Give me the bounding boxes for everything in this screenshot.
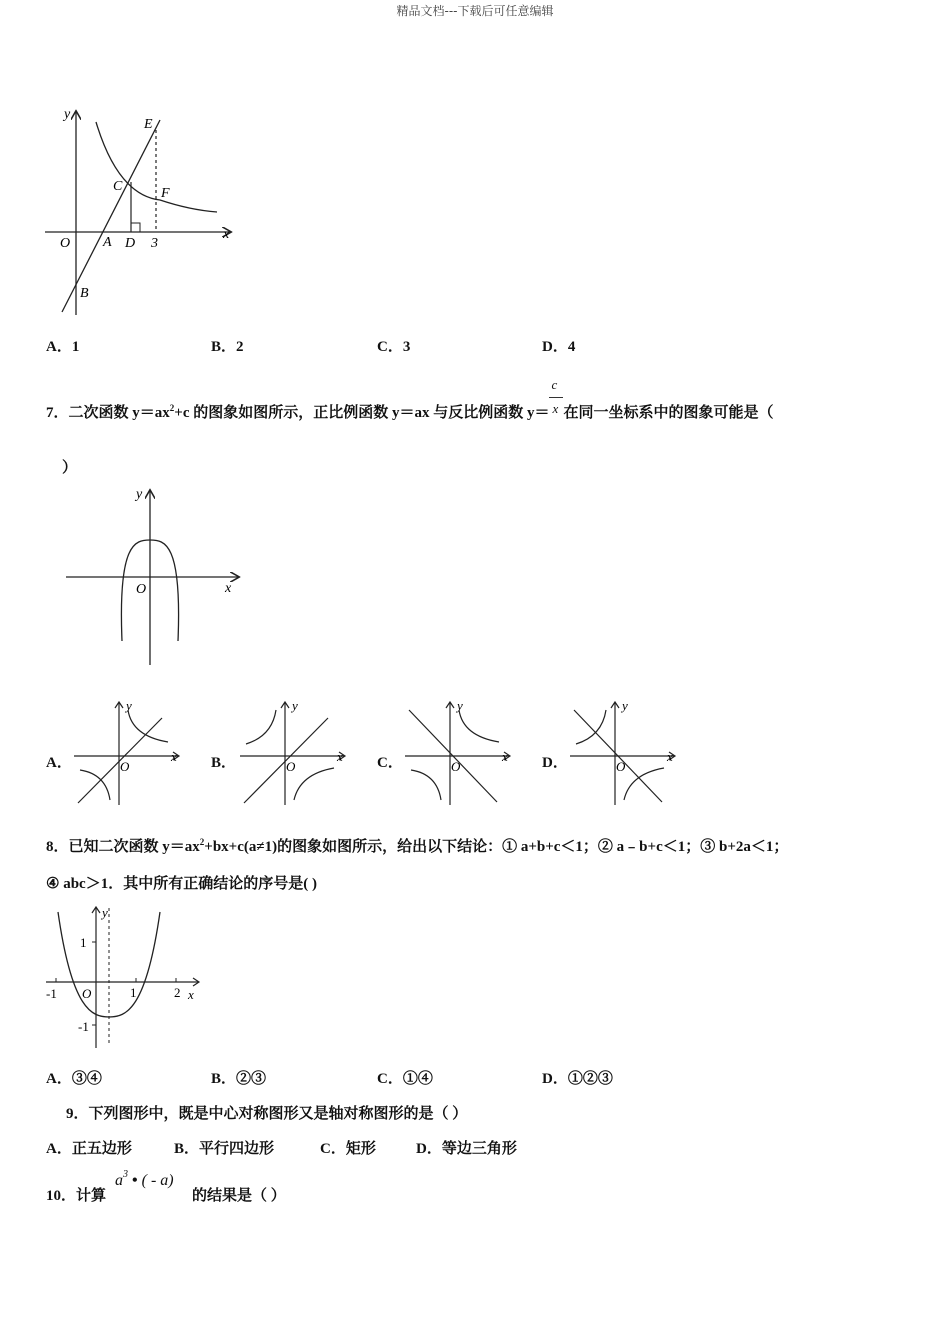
q9-question: 9．下列图形中，既是中心对称图形又是轴对称图形的是（ ）	[66, 1106, 468, 1122]
hyperbola-branch-1	[246, 710, 276, 744]
label-x: x	[337, 749, 343, 764]
q7-option-a-figure[interactable]	[70, 698, 185, 808]
q10-prefix: 10．计算	[46, 1188, 107, 1204]
q8-option-c[interactable]: C．①④	[377, 1071, 433, 1087]
q8-option-a[interactable]: A．③④	[46, 1071, 102, 1087]
hyperbola-branch-1	[128, 710, 168, 742]
q8-text-a: 8．已知二次函数 y＝ax	[46, 839, 200, 855]
label-o: O	[136, 582, 147, 597]
label-1-x: 1	[130, 985, 137, 1000]
label-neg1-y: -1	[78, 1019, 89, 1034]
label-e: E	[144, 117, 153, 132]
label-3: 3	[151, 236, 158, 251]
q8-sup: 2	[199, 837, 205, 847]
label-2-x: 2	[174, 985, 181, 1000]
label-y: y	[622, 698, 628, 713]
q10-exponent: 3	[123, 1169, 128, 1180]
label-x: x	[171, 749, 177, 764]
label-o: O	[286, 759, 296, 774]
fraction-bar	[549, 397, 563, 398]
q7-option-c[interactable]: C．	[377, 755, 403, 771]
label-d: D	[125, 236, 136, 251]
q9-option-a[interactable]: A．正五边形	[46, 1141, 132, 1157]
q10-expression	[115, 1169, 174, 1190]
label-o: O	[120, 759, 130, 774]
q7-text-before: 7．二次函数 y＝ax	[46, 405, 170, 421]
q7-option-d-figure[interactable]	[566, 698, 681, 808]
label-f: F	[161, 186, 170, 201]
label-o: O	[60, 236, 71, 251]
q7-frac-denominator: x	[552, 401, 559, 416]
q9-option-b[interactable]: B．平行四边形	[174, 1141, 275, 1157]
label-x: x	[667, 749, 673, 764]
q7-fraction	[549, 377, 563, 417]
q8-question-line2: ④ abc＞1．其中所有正确结论的序号是( )	[46, 876, 317, 892]
q10-paren: ( - a)	[141, 1172, 174, 1189]
q7-option-c-figure[interactable]	[401, 698, 516, 808]
q6-figure	[40, 100, 240, 320]
q8-question-line1	[46, 837, 788, 857]
q7-close-paren: ）	[62, 460, 78, 476]
q7-text-after: 在同一坐标系中的图象可能是（	[563, 405, 774, 421]
q6-option-b[interactable]: B．2	[211, 339, 244, 355]
line-ab	[62, 120, 160, 312]
q6-option-c[interactable]: C．3	[377, 339, 411, 355]
q7-option-b[interactable]: B．	[211, 755, 237, 771]
q7-text-mid: +c 的图象如图所示，正比例函数 y＝ax 与反比例函数 y＝	[174, 405, 550, 421]
label-b: B	[80, 286, 89, 301]
q9-option-c[interactable]: C．矩形	[320, 1141, 376, 1157]
label-a: A	[103, 235, 112, 250]
page-header: 精品文档---下载后可任意编辑	[396, 4, 554, 18]
q9-option-d[interactable]: D．等边三角形	[416, 1141, 517, 1157]
q8-option-d[interactable]: D．①②③	[542, 1071, 613, 1087]
q10-suffix: 的结果是（ ）	[192, 1188, 286, 1204]
q7-sup: 2	[169, 403, 175, 413]
label-o: O	[451, 759, 461, 774]
label-1-y: 1	[80, 935, 87, 950]
q8-figure	[42, 900, 207, 1050]
q10-base: a	[115, 1172, 123, 1189]
hyperbola-branch-2	[411, 770, 441, 800]
label-x: x	[502, 749, 508, 764]
q7-option-d[interactable]: D．	[542, 755, 568, 771]
q7-frac-numerator: c	[551, 377, 558, 392]
q8-option-b[interactable]: B．②③	[211, 1071, 267, 1087]
q10-dot: •	[132, 1172, 138, 1189]
q8-text-b: +bx+c(a≠1)的图象如图所示，给出以下结论：① a+b+c＜1；② a﹣b+c＜1；③ b+2a＜1；	[204, 839, 789, 855]
label-y: y	[64, 107, 71, 122]
label-y: y	[102, 905, 108, 920]
label-o: O	[616, 759, 626, 774]
label-y: y	[292, 698, 298, 713]
label-y: y	[457, 698, 463, 713]
hyperbola-branch-1	[459, 710, 499, 742]
label-x: x	[225, 581, 232, 596]
label-y: y	[136, 487, 143, 502]
label-y: y	[126, 698, 132, 713]
label-x: x	[188, 987, 194, 1002]
label-x: x	[223, 227, 230, 242]
label-o: O	[82, 986, 92, 1001]
label-c: C	[113, 179, 123, 194]
q7-figure	[60, 483, 245, 668]
q7-option-a[interactable]: A．	[46, 755, 72, 771]
right-angle-mark	[131, 223, 140, 232]
q7-question	[46, 377, 774, 423]
hyperbola-branch-2	[294, 768, 334, 800]
q6-option-a[interactable]: A．1	[46, 339, 80, 355]
q6-option-d[interactable]: D．4	[542, 339, 576, 355]
label-neg1-x: -1	[46, 986, 57, 1001]
q7-option-b-figure[interactable]	[236, 698, 351, 808]
